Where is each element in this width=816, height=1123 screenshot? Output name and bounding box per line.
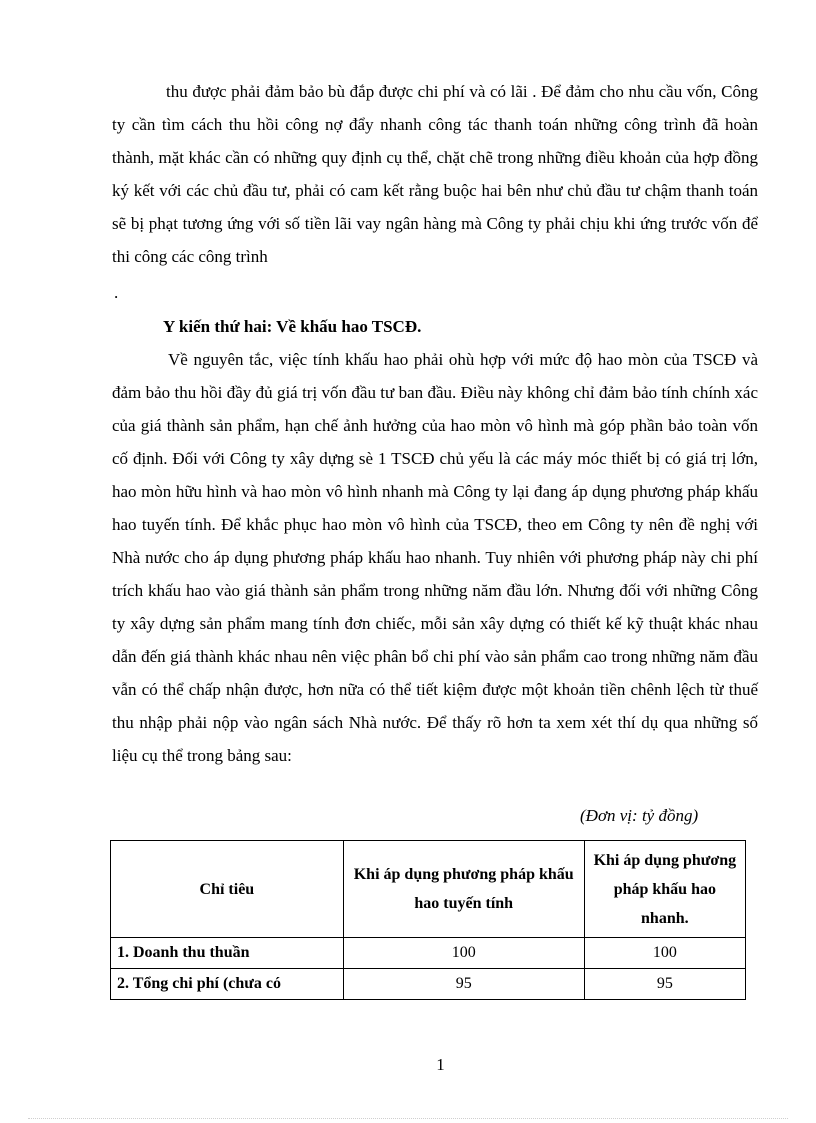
paragraph-trailing-dot: . [114,283,119,302]
table-cell-label: 1. Doanh thu thuần [111,938,344,969]
page-number: 1 [436,1055,445,1074]
table-cell-accelerated: 95 [584,969,745,1000]
table-cell-accelerated: 100 [584,938,745,969]
table-cell-linear: 100 [343,938,584,969]
depreciation-comparison-table [110,840,746,1000]
table-header-accelerated: Khi áp dụng phương pháp khấu hao nhanh. [584,841,745,938]
unit-note: (Đơn vị: tỷ đồng) [580,806,699,825]
table-header-indicator: Chỉ tiêu [111,841,344,938]
table-row [111,969,746,1000]
table-row [111,938,746,969]
table-header-linear: Khi áp dụng phương pháp khấu hao tuyến tính [343,841,584,938]
page-bottom-divider [28,1118,788,1119]
paragraph-depreciation: Về nguyên tắc, việc tính khấu hao phải ohù hợp với mức độ hao mòn của TSCĐ và đảm bảo thu hồi đầy đủ giá trị vốn đầu tư ban đầu. Điều này không chỉ đảm bảo tính chính xác của giá thành sản phẩm, hạn chế ảnh hưởng của hao mòn vô hình mà góp phần bảo toàn vốn cố định. Đối với Công ty xây dựng sè 1 TSCĐ chủ yếu là các máy móc thiết bị có giá trị lớn, hao mòn hữu hình và hao mòn vô hình nhanh mà Công ty lại đang áp dụng phương pháp khấu hao tuyến tính. Để khắc phục hao mòn vô hình của TSCĐ, theo em Công ty nên đề nghị với Nhà nước cho áp dụng phương pháp khấu hao nhanh. Tuy nhiên với phương pháp này chi phí trích khấu hao vào giá thành sản phẩm trong những năm đầu lớn. Nhưng đối với những Công ty xây dựng sản phẩm mang tính đơn chiếc, mỗi sản xây dựng có thiết kế kỹ thuật khác nhau dẫn đến giá thành khác nhau nên việc phân bổ chi phí vào sản phẩm cao trong những năm đầu vẫn có thể chấp nhận được, hơn nữa có thể tiết kiệm được một khoản tiền chênh lệch từ thuế thu nhập phải nộp vào ngân sách Nhà nước. Để thấy rõ hơn ta xem xét thí dụ qua những số liệu cụ thể trong bảng sau: [112,350,758,765]
paragraph-debt-recovery: thu được phải đảm bảo bù đắp được chi phí và có lãi . Để đảm cho nhu cầu vốn, Công ty cần tìm cách thu hồi công nợ đẩy nhanh công tác thanh toán những công trình đã hoàn thành, mặt khác cần có những quy định cụ thể, chặt chẽ trong những điều khoản của hợp đồng ký kết với các chủ đầu tư, phải có cam kết rằng buộc hai bên như chủ đầu tư chậm thanh toán sẽ bị phạt tương ứng với số tiền lãi vay ngân hàng mà Công ty phải chịu khi ứng trước vốn để thi công các công trình [112,82,758,266]
section-heading: Y kiến thứ hai: Về khấu hao TSCĐ. [163,317,422,336]
table-cell-linear: 95 [343,969,584,1000]
table-cell-label: 2. Tổng chi phí (chưa có [111,969,344,1000]
table-header-row [111,841,746,938]
